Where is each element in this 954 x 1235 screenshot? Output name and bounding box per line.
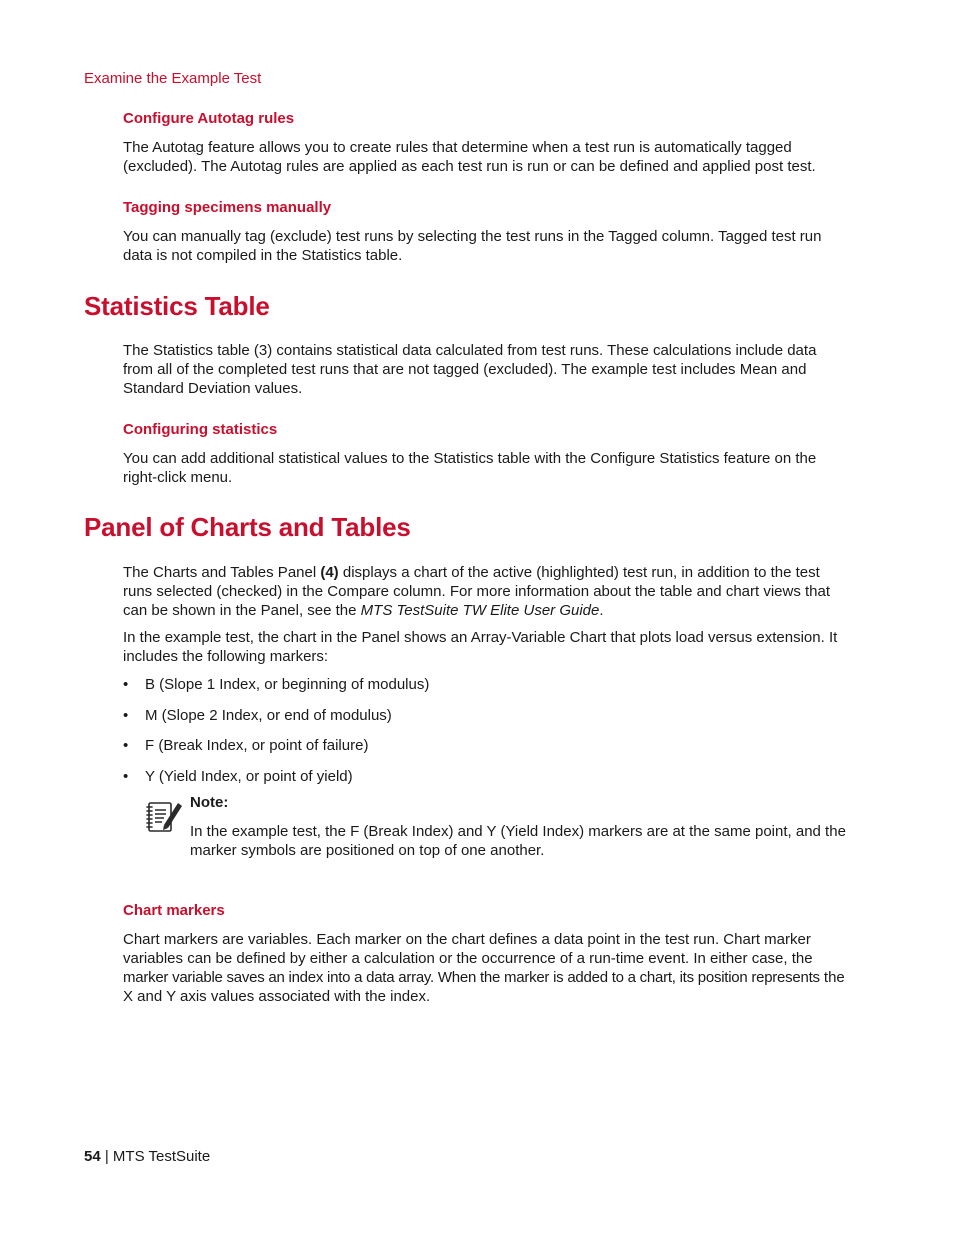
chart-markers-text-a: Chart markers are variables. Each marker on the chart defines a data point in the test run. Chart marker variables can be defined by either a calculation or the occurrence of a run-time event. In either case, the [123,931,813,967]
paragraph-tagging: You can manually tag (exclude) test runs by selecting the test runs in the Tagged column. Tagged test run data is not compiled in the Statistics table. [123,228,822,264]
paragraph-autotag: The Autotag feature allows you to create rules that determine when a test run is automatically tagged (excluded). The Autotag rules are applied as each test run is run or can be defined and applied post test. [123,139,816,175]
list-item-text: F (Break Index, or point of failure) [145,737,369,754]
list-item [123,706,847,725]
paragraph-chart-markers [123,930,847,1006]
page-number: 54 [84,1148,101,1165]
list-item-text: M (Slope 2 Index, or end of modulus) [145,706,392,724]
bullet: • [123,767,129,785]
heading-tagging-specimens-manually: Tagging specimens manually [123,199,332,216]
running-head: Examine the Example Test [84,70,262,87]
panel-intro-text-c: . [599,602,604,619]
footer-title: MTS TestSuite [112,1148,211,1165]
paragraph-panel-intro [123,563,847,620]
chart-markers-text-b: marker variable saves an index into a data array. When the marker is added to a chart, its position represents [123,969,820,986]
heading-panel-of-charts-and-tables: Panel of Charts and Tables [84,512,411,542]
list-item-text: B (Slope 1 Index, or beginning of modulus) [145,676,430,693]
heading-statistics-table: Statistics Table [84,291,270,321]
footer-separator: | [100,1148,113,1165]
panel-intro-text-b: displays a chart of the active (highlighted) test run, in addition to the test runs selected (checked) in the Compare column. For more information about the table and chart views that can be shown in the Panel, see the [123,564,831,619]
heading-chart-markers: Chart markers [123,902,225,919]
list-item-text: Y (Yield Index, or point of yield) [145,767,353,785]
list-item [123,736,847,755]
list-item [123,767,847,786]
panel-intro-text-a: The Charts and Tables Panel [123,564,321,581]
note-body: In the example test, the F (Break Index) and Y (Yield Index) markers are at the same point, and the marker symbols are positioned on top of one another. [190,823,846,859]
marker-list [123,675,847,797]
panel-intro-callout: (4) [320,564,339,581]
chart-markers-text-c: the X and Y axis values associated with the index. [123,969,845,1005]
paragraph-statistics-table: The Statistics table (3) contains statistical data calculated from test runs. These calculations include data from all of the completed test runs that are not tagged (excluded). The example test includes Mean and Standard Deviation values. [123,342,817,397]
user-guide-reference: MTS TestSuite TW Elite User Guide [360,602,600,619]
heading-configuring-statistics: Configuring statistics [123,421,278,438]
paragraph-configuring-statistics: You can add additional statistical values to the Statistics table with the Configure Statistics feature on the right-click menu. [123,450,817,486]
paragraph-panel-example: In the example test, the chart in the Panel shows an Array-Variable Chart that plots load versus extension. It includes the following markers: [123,629,838,665]
bullet: • [123,737,129,754]
bullet: • [123,706,129,724]
list-item [123,675,847,694]
heading-configure-autotag-rules: Configure Autotag rules [123,110,295,127]
page-footer [84,1148,210,1165]
note-pencil-icon [144,797,184,837]
bullet: • [123,676,129,693]
note-title: Note: [190,794,229,811]
